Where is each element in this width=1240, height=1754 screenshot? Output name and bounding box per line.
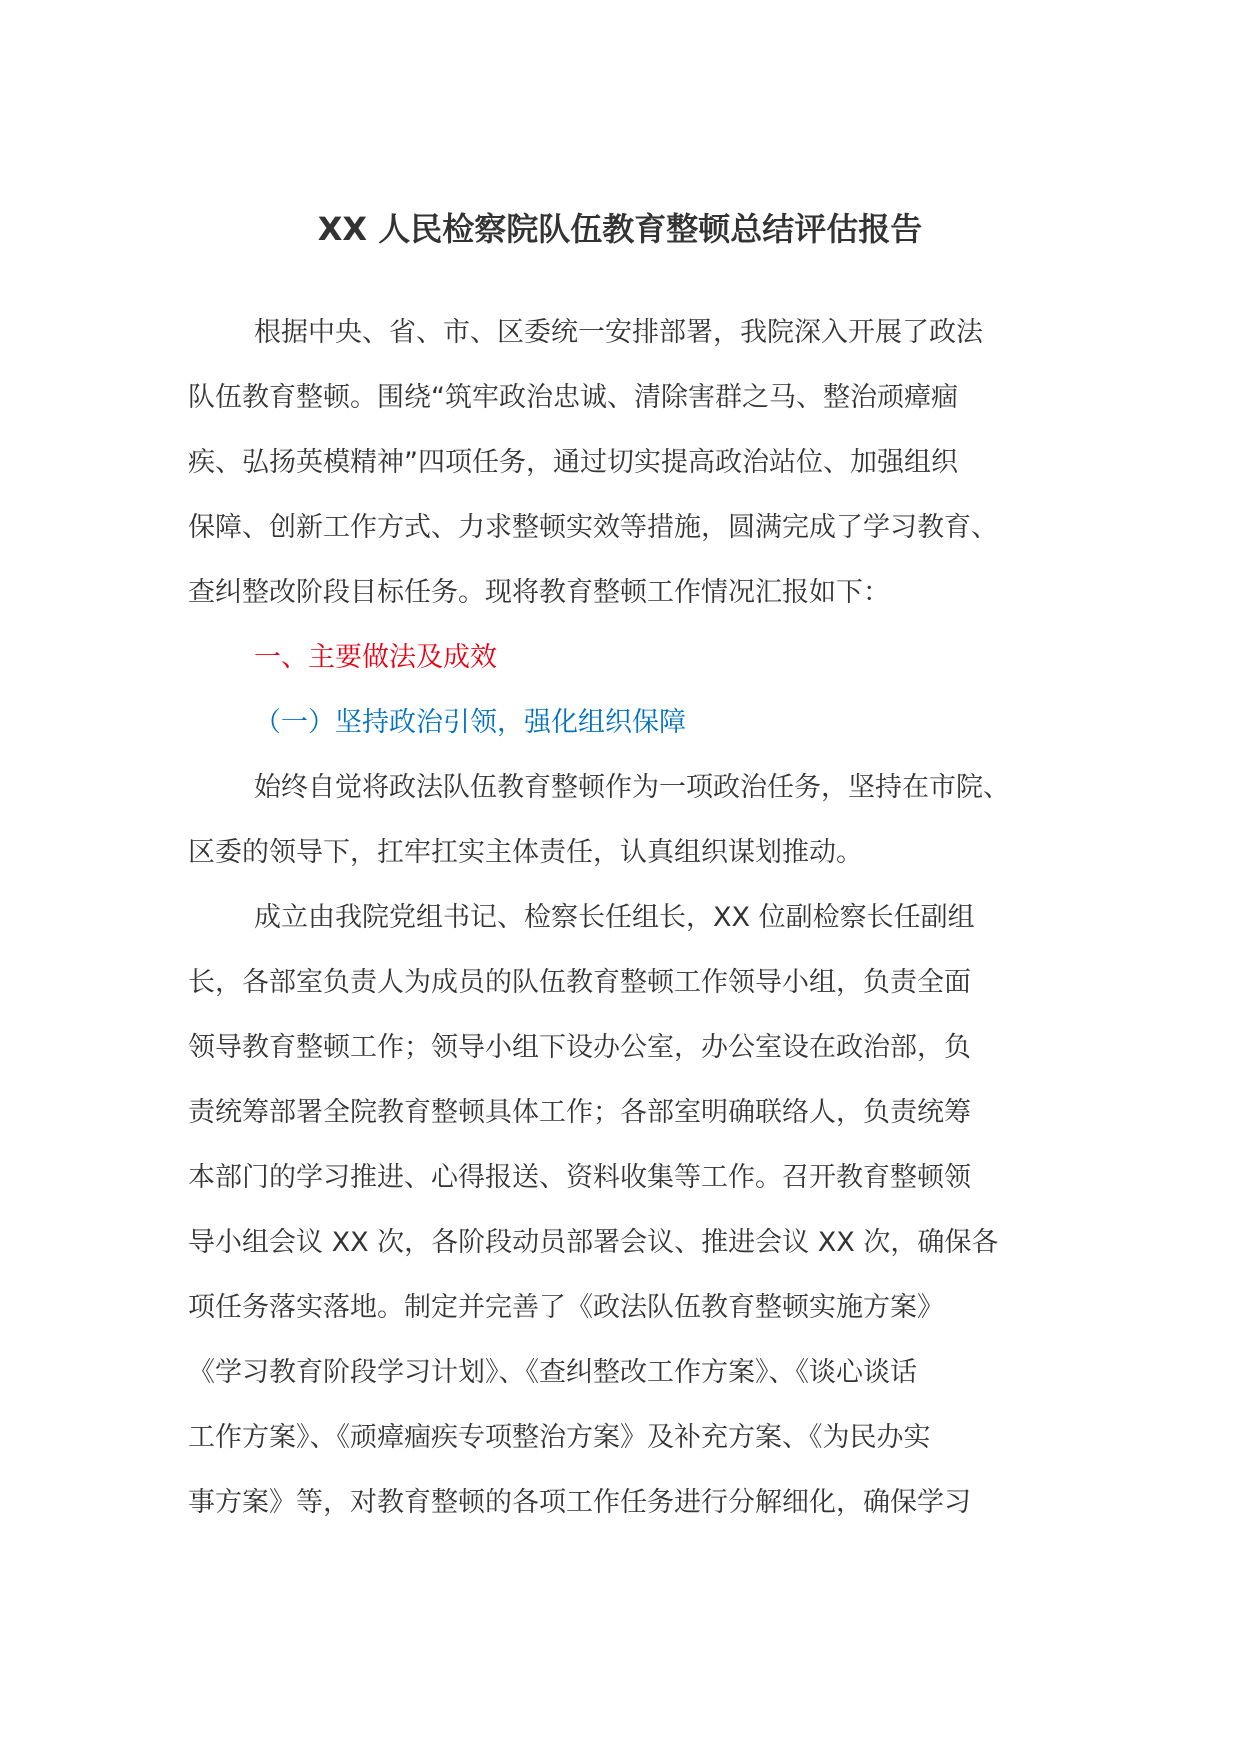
text-line: 始终自觉将政法队伍教育整顿作为一项政治任务，坚持在市院、 (254, 772, 1010, 803)
text-line: 项任务落实落地。制定并完善了《政法队伍教育整顿实施方案》 (188, 1292, 944, 1323)
text-line: 《学习教育阶段学习计划》、《查纠整改工作方案》、《谈心谈话 (188, 1357, 917, 1388)
document-body (188, 300, 1068, 1535)
text-line: 成立由我院党组书记、检察长任组长，XX 位副检察长任副组 (254, 902, 975, 933)
paragraph-1 (188, 755, 1068, 885)
text-line: 长，各部室负责人为成员的队伍教育整顿工作领导小组，负责全面 (188, 967, 971, 998)
text-line: 工作方案》、《顽瘴痼疾专项整治方案》及补充方案、《为民办实 (188, 1422, 931, 1453)
text-line: 保障、创新工作方式、力求整顿实效等措施，圆满完成了学习教育、 (188, 512, 998, 543)
paragraph-2 (188, 885, 1068, 1535)
document-title: XX 人民检察院队伍教育整顿总结评估报告 (317, 210, 923, 248)
text-line: 根据中央、省、市、区委统一安排部署，我院深入开展了政法 (254, 317, 983, 348)
text-line: 领导教育整顿工作；领导小组下设办公室，办公室设在政治部，负 (188, 1032, 971, 1063)
text-line: 疾、弘扬英模精神”四项任务，通过切实提高政治站位、加强组织 (188, 447, 958, 478)
text-line: 责统筹部署全院教育整顿具体工作；各部室明确联络人，负责统筹 (188, 1097, 971, 1128)
text-line: 事方案》等，对教育整顿的各项工作任务进行分解细化，确保学习 (188, 1487, 971, 1518)
text-line: 导小组会议 XX 次，各阶段动员部署会议、推进会议 XX 次，确保各 (188, 1227, 999, 1258)
subsection-heading: （一）坚持政治引领，强化组织保障 (254, 707, 686, 738)
intro-paragraph (188, 300, 1068, 625)
text-line: 队伍教育整顿。围绕“筑牢政治忠诚、清除害群之马、整治顽瘴痼 (188, 382, 958, 413)
text-line: 本部门的学习推进、心得报送、资料收集等工作。召开教育整顿领 (188, 1162, 971, 1193)
text-line: 区委的领导下，扛牢扛实主体责任，认真组织谋划推动。 (188, 837, 863, 868)
section-heading: 一、主要做法及成效 (254, 642, 497, 673)
text-line: 查纠整改阶段目标任务。现将教育整顿工作情况汇报如下： (188, 577, 890, 608)
